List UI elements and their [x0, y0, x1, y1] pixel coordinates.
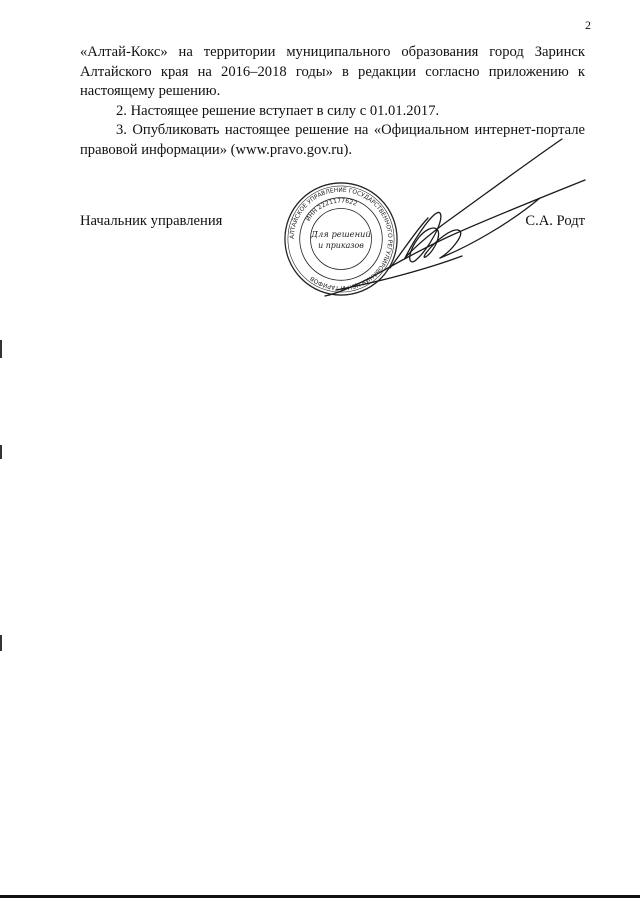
- scan-edge-mark: [0, 635, 2, 651]
- paragraph-item-2: 2. Настоящее решение вступает в силу с 01.01.2017.: [116, 102, 440, 119]
- seal-center-line1: Для решений: [311, 229, 371, 240]
- seal-outer-text: АЛТАЙСКОЕ УПРАВЛЕНИЕ ГОСУДАРСТВЕННОГО РЕГУЛИРОВАНИЯ ЦЕН И ТАРИФОВ: [289, 187, 393, 291]
- handwritten-signature: [240, 128, 590, 303]
- signatory-name: С.А. Родт: [525, 213, 585, 229]
- seal-inn-text: ИНН 2221177622: [304, 197, 358, 223]
- paragraph-item-3: 3. Опубликовать настоящее решение на «Официальном интернет-портале правовой информации» (www.pravo.gov.ru).: [80, 122, 585, 158]
- page-number: 2: [585, 18, 591, 32]
- signatory-title: Начальник управления: [80, 213, 223, 229]
- scan-edge-mark: [0, 340, 2, 358]
- scan-edge-mark: [0, 445, 2, 459]
- seal-center-line2: и приказов: [318, 240, 364, 250]
- scan-bottom-edge: [0, 895, 640, 898]
- paragraph-continuation: «Алтай-Кокс» на территории муниципального образования город Заринск Алтайского края на 2016–2018 годы» в редакции согласно приложению к настоящему решению.: [80, 44, 585, 99]
